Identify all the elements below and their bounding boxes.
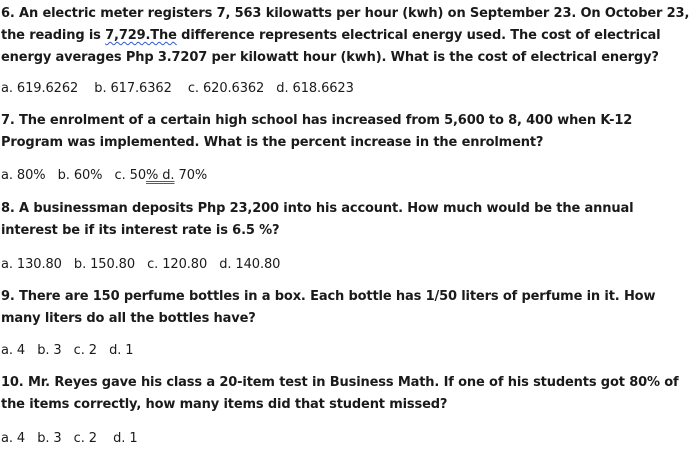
question-6 bbox=[1, 3, 691, 69]
question-7-choices-rest: 70% bbox=[174, 168, 208, 183]
question-6-text: 6. An electric meter registers 7, 563 kilowatts per hour (kwh) on September 23. On October 23, the reading is bbox=[1, 6, 690, 43]
question-9-choices: a. 4 b. 3 c. 2 d. 1 bbox=[1, 343, 134, 358]
question-6-choices: a. 619.6262 b. 617.6362 c. 620.6362 d. 618.6623 bbox=[1, 81, 354, 96]
question-8-choices: a. 130.80 b. 150.80 c. 120.80 d. 140.80 bbox=[1, 257, 281, 272]
question-7-choices bbox=[1, 165, 691, 187]
question-6-text-rest: difference represents electrical energy used. The cost of electrical energy averages Php 3.7207 per kilowatt hour (kwh). What is the cost of electrical energy? bbox=[1, 28, 661, 65]
question-7: 7. The enrolment of a certain high school has increased from 5,600 to 8, 400 when K-12 Program was implemented. What is the percent increase in the enrolment? bbox=[1, 113, 633, 150]
question-8: 8. A businessman deposits Php 23,200 into his account. How much would be the annual interest be if its interest rate is 6.5 %? bbox=[1, 201, 634, 238]
question-10-choices: a. 4 b. 3 c. 2 d. 1 bbox=[1, 431, 138, 446]
question-10: 10. Mr. Reyes gave his class a 20-item test in Business Math. If one of his students got 80% of the items correctly, how many items did that student missed? bbox=[1, 375, 679, 412]
question-7-choices-text: a. 80% b. 60% c. 50 bbox=[1, 168, 146, 183]
question-7-marked-choice: % d. bbox=[146, 168, 175, 183]
question-6-marked-text: 7,729.The bbox=[105, 28, 177, 43]
question-9: 9. There are 150 perfume bottles in a box. Each bottle has 1/50 liters of perfume in it. How many liters do all the bottles have? bbox=[1, 289, 656, 326]
